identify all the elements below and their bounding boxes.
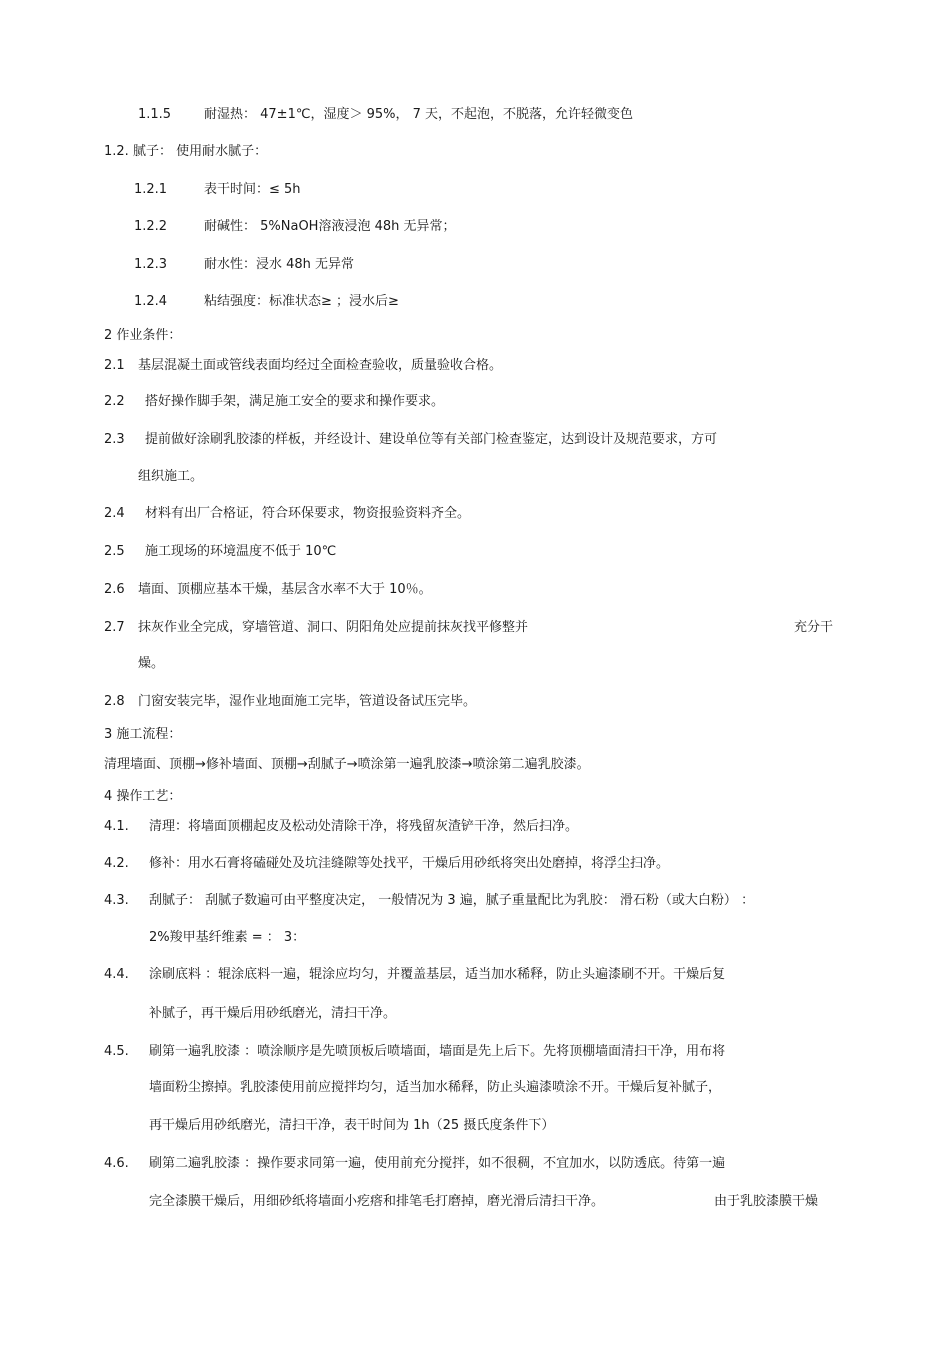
item-number: 4.2. xyxy=(104,856,129,871)
item-number: 1.2.3 xyxy=(134,257,168,272)
item-text: 门窗安装完毕，湿作业地面施工完毕，管道设备试压完毕。 xyxy=(138,694,477,709)
item-text: 材料有出厂合格证，符合环保要求，物资报验资料齐全。 xyxy=(145,506,471,521)
section-heading: 4 操作工艺： xyxy=(104,789,182,804)
item-number: 1.2.1 xyxy=(134,182,168,197)
item-number: 2.8 xyxy=(104,694,125,709)
item-number: 4.5. xyxy=(104,1044,129,1059)
item-text-right: 充分干 xyxy=(794,620,834,635)
item-number: 1.1.5 xyxy=(138,107,172,122)
item-number: 1.2.2 xyxy=(134,219,168,234)
item-text: 搭好操作脚手架，满足施工安全的要求和操作要求。 xyxy=(145,394,445,409)
item-text-continued: 完全漆膜干燥后，用细砂纸将墙面小疙瘩和排笔毛打磨掉，磨光滑后清扫干净。 xyxy=(149,1194,605,1209)
item-number: 1.2.4 xyxy=(134,294,168,309)
process-flow-text: 清理墙面、顶棚→修补墙面、顶棚→刮腻子→喷涂第一遍乳胶漆→喷涂第二遍乳胶漆。 xyxy=(104,757,590,772)
item-number: 2.6 xyxy=(104,582,125,597)
section-heading: 2 作业条件： xyxy=(104,328,182,343)
item-text-continued: 补腻子，再干燥后用砂纸磨光，清扫干净。 xyxy=(149,1006,397,1021)
item-text-continued: 2%羧甲基纤维素 = ： 3： xyxy=(149,930,306,945)
item-text-continued: 再干燥后用砂纸磨光，清扫干净，表干时间为 1h（25 摄氏度条件下） xyxy=(149,1118,555,1133)
item-text: 耐碱性： 5%NaOH溶液浸泡 48h 无异常； xyxy=(204,219,456,234)
item-text-right: 由于乳胶漆膜干燥 xyxy=(714,1194,819,1209)
item-text: 刮腻子： 刮腻子数遍可由平整度决定， 一般情况为 3 遍，腻子重量配比为乳胶： 滑石粉（或大白粉） ： xyxy=(149,893,755,908)
item-number: 2.3 xyxy=(104,432,125,447)
item-text: 施工现场的环境温度不低于 10℃ xyxy=(145,544,337,559)
item-text: 刷第二遍乳胶漆 ：操作要求同第一遍，使用前充分搅拌，如不很稠，不宜加水，以防透底。待第一遍 xyxy=(149,1156,726,1171)
item-text: 修补：用水石膏将磕碰处及坑洼缝隙等处找平，干燥后用砂纸将突出处磨掉，将浮尘扫净。 xyxy=(149,856,670,871)
item-number: 2.7 xyxy=(104,620,125,635)
section-heading: 3 施工流程： xyxy=(104,727,182,742)
item-text: 表干时间：≤ 5h xyxy=(204,182,301,197)
item-number: 4.4. xyxy=(104,967,129,982)
item-text: 墙面、顶棚应基本干燥，基层含水率不大于 10％。 xyxy=(138,582,432,597)
item-number: 4.6. xyxy=(104,1156,129,1171)
item-number: 2.4 xyxy=(104,506,125,521)
item-number: 2.2 xyxy=(104,394,125,409)
section-heading: 1.2. 腻子： 使用耐水腻子： xyxy=(104,144,268,159)
item-text: 耐水性：浸水 48h 无异常 xyxy=(204,257,355,272)
item-number: 2.1 xyxy=(104,358,125,373)
item-text: 提前做好涂刷乳胶漆的样板，并经设计、建设单位等有关部门检查鉴定，达到设计及规范要求，方可 xyxy=(145,432,718,447)
item-text-continued: 墙面粉尘擦掉。乳胶漆使用前应搅拌均匀，适当加水稀释，防止头遍漆喷涂不开。干燥后复补腻子， xyxy=(149,1080,722,1095)
item-text: 抹灰作业全完成，穿墙管道、洞口、阴阳角处应提前抹灰找平修整并 xyxy=(138,620,529,635)
item-number: 2.5 xyxy=(104,544,125,559)
item-text: 粘结强度：标准状态≥ ；浸水后≥ xyxy=(204,294,399,309)
item-text: 刷第一遍乳胶漆 ：喷涂顺序是先喷顶板后喷墙面，墙面是先上后下。先将顶棚墙面清扫干净，用布将 xyxy=(149,1044,726,1059)
item-number: 4.1. xyxy=(104,819,129,834)
item-text-continued: 组织施工。 xyxy=(138,469,204,484)
item-text: 基层混凝土面或管线表面均经过全面检查验收，质量验收合格。 xyxy=(138,358,503,373)
item-text: 清理：将墙面顶棚起皮及松动处清除干净，将残留灰渣铲干净，然后扫净。 xyxy=(149,819,579,834)
item-text: 耐湿热： 47±1℃，湿度＞ 95%， 7 天，不起泡，不脱落，允许轻微变色 xyxy=(204,107,634,122)
item-text: 涂刷底料 ：辊涂底料一遍，辊涂应均匀，并覆盖基层，适当加水稀释，防止头遍漆刷不开。干燥后复 xyxy=(149,967,726,982)
item-text-continued: 燥。 xyxy=(138,656,165,671)
item-number: 4.3. xyxy=(104,893,129,908)
